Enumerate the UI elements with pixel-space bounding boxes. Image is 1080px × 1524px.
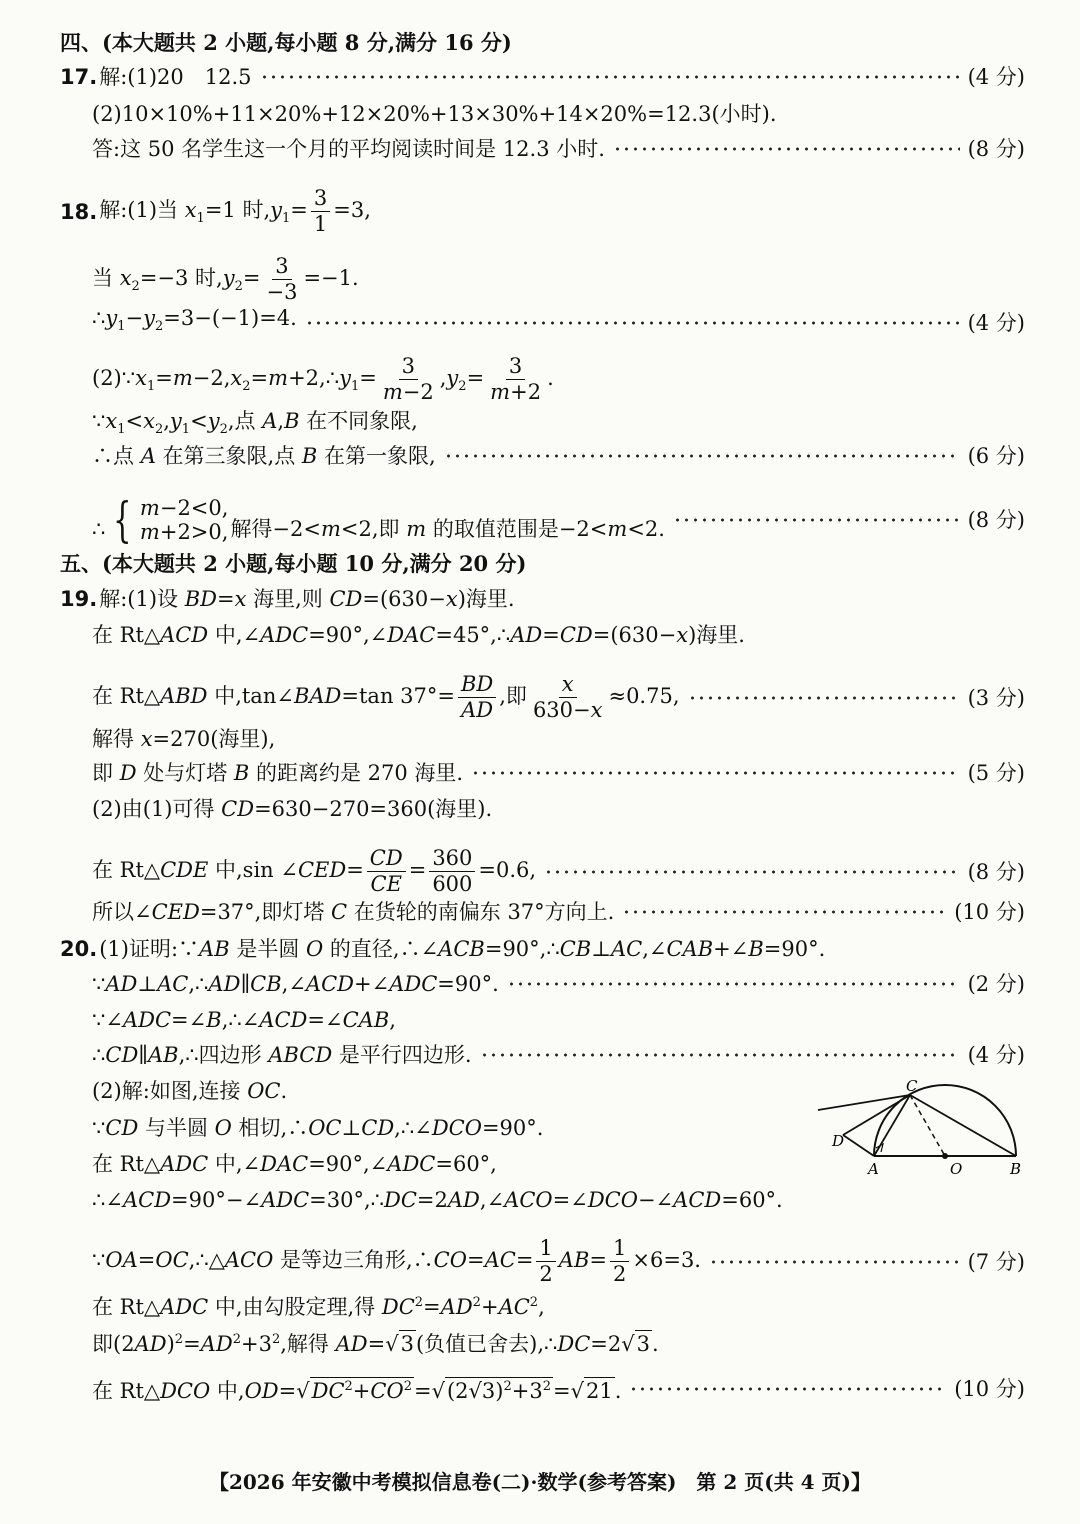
q19-line-5: 即 D 处与灯塔 B 的距离约是 270 海里. (5 分) (92, 761, 1025, 785)
q17-number: 17. (60, 65, 98, 89)
q18-line-6: ∴点 A 在第三象限,点 B 在第一象限, (6 分) (92, 444, 1025, 468)
q20-line-2: ∵AD⊥AC,∴AD∥CB,∠ACD+∠ADC=90°. (2 分) (92, 972, 1025, 996)
q18-line-4: $(2)\because x_1=m-2,x_2=m+2,\therefore y_1=$ $\frac{3}{m-2}$ $,y_2=$ $\frac{3}{m+2}$ . (92, 354, 554, 404)
segment-da (843, 1135, 874, 1156)
q18-line-3: $\therefore y_1-y_2=3-(-1)=4$. (4 分) (92, 306, 1025, 335)
label-o: O (950, 1160, 963, 1178)
q20-line-6: ∵CD 与半圆 O 相切,∴OC⊥CD,∴∠DCO=90°. (92, 1116, 544, 1140)
q19-line-6: (2)由(1)可得 CD=630−270=360(海里). (92, 797, 493, 821)
segment-ac (874, 1095, 910, 1156)
q19-number: 19. (60, 587, 98, 611)
score-mark: (8 分) (967, 508, 1025, 532)
score-mark: (8 分) (967, 137, 1025, 161)
q18-line-7: ∴ { m−2<0, m+2>0, 解得−2<m<2,即 m 的取值范围是−2<m<2. (8 分) (92, 492, 1025, 548)
leader-dots (709, 1260, 960, 1264)
leader-dots (305, 321, 960, 325)
q19-line-7: 在 Rt△CDE 中,sin ∠CED= $\frac{CD}{CE}$ = $\frac{360}{600}$ =0.6, (8 分) (92, 846, 1025, 896)
q20-line-3: ∵∠ADC=∠B,∴∠ACD=∠CAB, (92, 1008, 396, 1032)
leader-dots (622, 910, 946, 914)
q17-line-3: 答:这 50 名学生这一个月的平均阅读时间是 12.3 小时. (8 分) (92, 137, 1025, 161)
leader-dots (544, 870, 960, 874)
score-mark: (3 分) (967, 685, 1025, 710)
q18-number: 18. (60, 199, 98, 224)
score-mark: (7 分) (967, 1249, 1025, 1274)
leader-dots (480, 1053, 960, 1057)
section-4-header: 四、(本大题共 2 小题,每小题 8 分,满分 16 分) (60, 30, 512, 55)
leader-dots (673, 518, 960, 522)
label-a: A (868, 1160, 879, 1178)
q19-line-8: 所以∠CED=37°,即灯塔 C 在货轮的南偏东 37°方向上. (10 分) (92, 900, 1025, 924)
q20-line-10: 在 Rt△ADC 中,由勾股定理,得 $DC^2=AD^2+AC^2$, (92, 1295, 545, 1319)
score-mark: (10 分) (954, 900, 1025, 924)
page-footer: 【2026 年安徽中考模拟信息卷(二)·数学(参考答案) 第 2 页(共 4 页)】 (208, 1470, 872, 1494)
score-mark: (4 分) (967, 1043, 1025, 1067)
q17-line-2: (2)10×10%+11×20%+12×20%+13×30%+14×20%=12.3(小时). (92, 102, 777, 126)
q17-line-1: 17. 解:(1)20 12.5 (4 分) (60, 65, 1025, 89)
leader-dots (613, 147, 960, 151)
leader-dots (688, 696, 960, 700)
score-mark: (5 分) (967, 761, 1025, 785)
leader-dots (444, 454, 960, 458)
label-b: B (1010, 1160, 1022, 1178)
q18-line-5: $\because x_1<x_2,y_1<y_2$,点 A,B 在不同象限, (92, 409, 418, 437)
q19-line-4: 解得 x=270(海里), (92, 727, 276, 751)
score-mark: (2 分) (967, 972, 1025, 996)
leader-dots (471, 771, 959, 775)
q20-number: 20. (60, 937, 98, 961)
leader-dots (629, 1387, 946, 1391)
semicircle-figure (810, 1076, 1030, 1186)
q19-line-2: 在 Rt△ACD 中,∠ADC=90°,∠DAC=45°,∴AD=CD=(630−x)海里. (92, 623, 745, 647)
segment-cb (910, 1095, 1016, 1156)
score-mark: (4 分) (967, 65, 1025, 89)
q20-line-8: ∴∠ACD=90°−∠ADC=30°,∴DC=2AD,∠ACO=∠DCO−∠ACD=60°. (92, 1188, 783, 1212)
score-mark: (4 分) (967, 310, 1025, 335)
score-mark: (6 分) (967, 444, 1025, 468)
q18-line-2: 当 $x_2=-3$ 时$,y_2=$ $\frac{3}{-3}$ =−1. (92, 254, 359, 304)
q20-line-4: ∴CD∥AB,∴四边形 ABCD 是平行四边形. (4 分) (92, 1043, 1025, 1067)
q20-line-7: 在 Rt△ADC 中,∠DAC=90°,∠ADC=60°, (92, 1152, 497, 1176)
label-c: C (906, 1077, 918, 1095)
score-mark: (8 分) (967, 859, 1025, 884)
q18-line-1 (60, 188, 1025, 235)
score-mark: (10 分) (954, 1377, 1025, 1401)
q20-line-5: (2)解:如图,连接 OC. (92, 1079, 288, 1103)
section-5-header: 五、(本大题共 2 小题,每小题 10 分,满分 20 分) (60, 551, 527, 576)
q20-line-11: 即$(2AD)^2=AD^2+3^2$,解得 AD=√3(负值已舍去),∴DC=2√3. (92, 1332, 659, 1356)
label-d: D (832, 1132, 845, 1150)
q19-line-1: 19. 解:(1)设 BD=x 海里,则 CD=(630−x)海里. (60, 587, 515, 611)
q18-text-1: 解:(1)当 $x_1=1$ 时$,y_1=$ $\frac{3}{1}$ =3, (99, 186, 371, 236)
q20-line-1: 20. (1)证明:∵AB 是半圆 O 的直径,∴∠ACB=90°,∴CB⊥AC,∠CAB+∠B=90°. (60, 937, 826, 961)
leader-dots (260, 75, 960, 79)
q19-line-3: 在 Rt△ABD 中,tan∠BAD=tan 37°= $\frac{BD}{AD}$ ,即 $\frac{x}{630-x}$ ≈0.75, (3 分) (92, 672, 1025, 722)
leader-dots (507, 982, 960, 986)
q20-line-12: 在 Rt△DCO 中$,OD=√DC^2+CO^2=√(2√3)^2+3^2=√21$. (10 分) (92, 1377, 1025, 1403)
center-point (942, 1153, 948, 1159)
q20-line-9: ∵OA=OC,∴△ACO 是等边三角形,∴CO=AC= $\frac{1}{2}$ AB= $\frac{1}{2}$ ×6=3. (7 分) (92, 1236, 1025, 1286)
